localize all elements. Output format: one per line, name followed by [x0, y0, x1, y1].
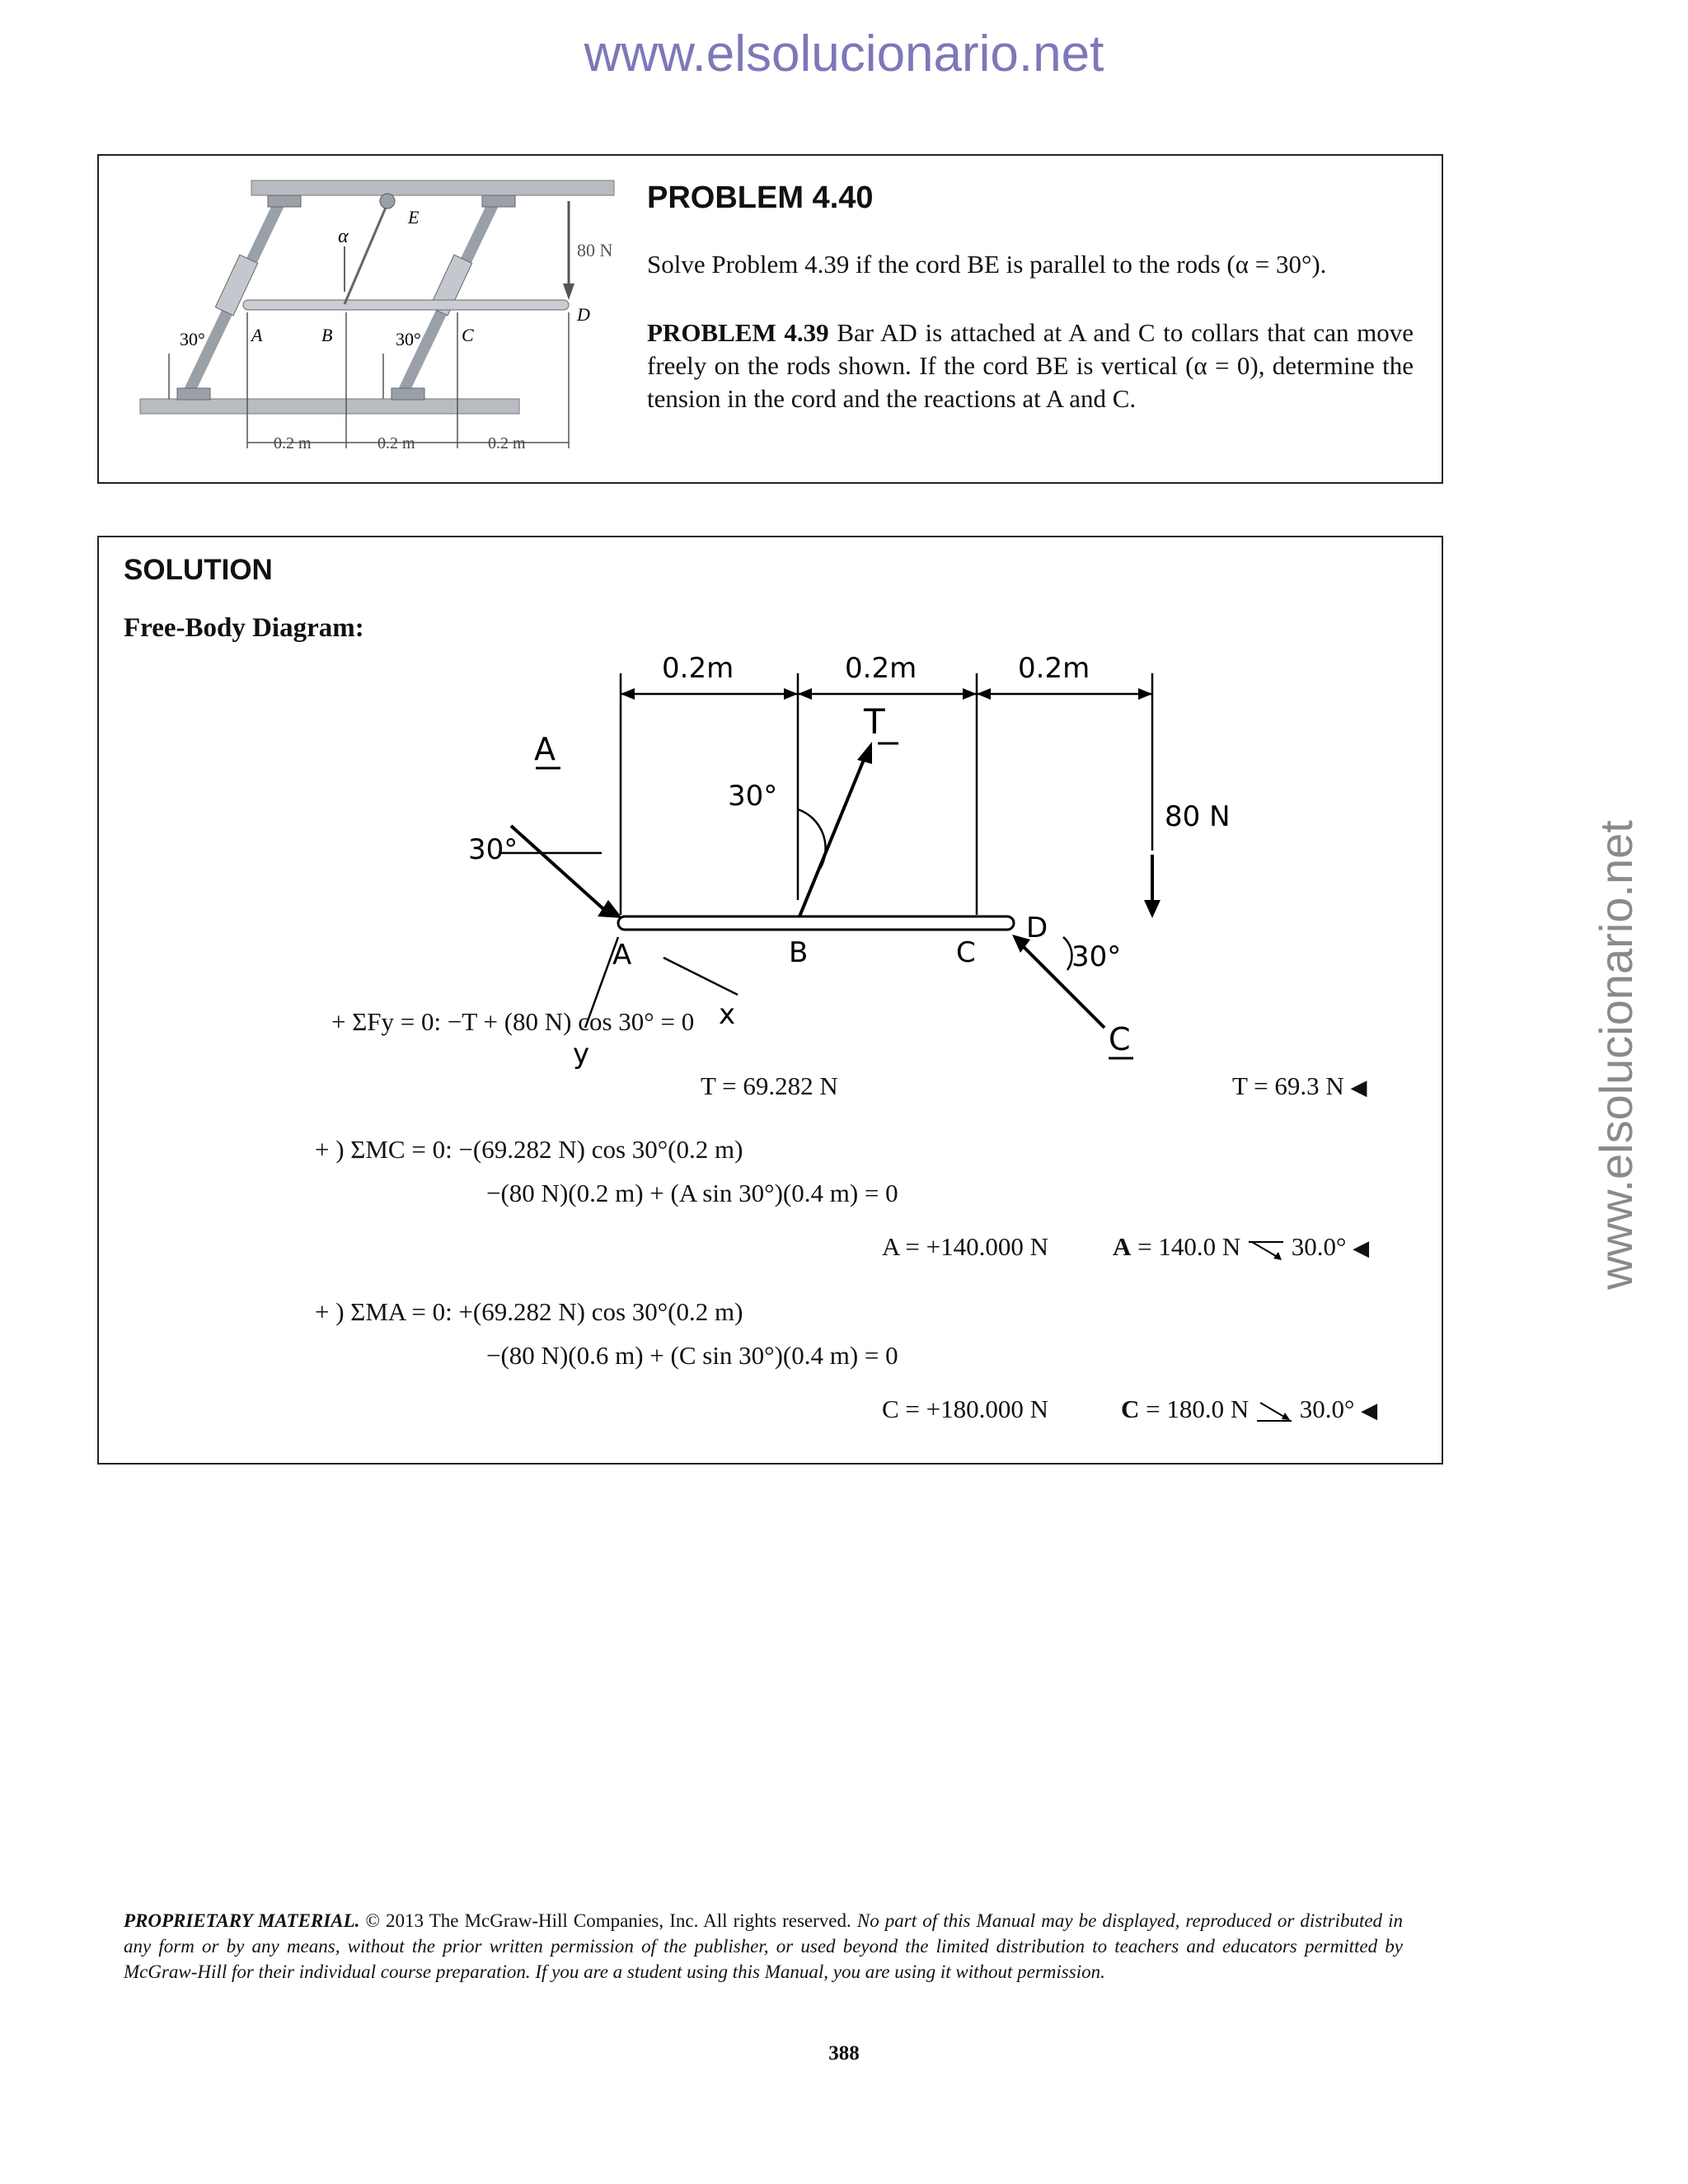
eq3-answer-value: = 180.0 N: [1146, 1394, 1250, 1423]
label-a: A: [251, 325, 263, 345]
fbd-label-b: B: [789, 936, 809, 969]
problem-figure: [115, 164, 618, 477]
label-c: C: [462, 325, 474, 345]
answer-marker: ◀: [1353, 1236, 1370, 1261]
fbd-label-d: D: [1026, 912, 1048, 944]
answer-marker: ◀: [1350, 1076, 1367, 1100]
angle-arrow-icon: [1247, 1237, 1285, 1262]
fbd-angle-c: 30°: [1071, 940, 1122, 973]
free-body-diagram: [346, 653, 1253, 1114]
eq2-answer: [1113, 1232, 1369, 1262]
eq2-answer-angle: 30.0°: [1291, 1232, 1347, 1261]
footer-italic: No part of this Manual may be displayed, reproduced or distributed in any form or by any means, without the prior written permission of the publisher, or used beyond the limited distribution to teachers and educators permitted by McGraw-Hill for their individual course preparation. If you are a student using this Manual, you are using it without permission.: [124, 1910, 1404, 1982]
eq3-answer-label: C: [1121, 1394, 1140, 1423]
eq1-answer: [1232, 1071, 1367, 1101]
footer-bold: PROPRIETARY MATERIAL.: [124, 1910, 360, 1931]
label-alpha: α: [338, 226, 349, 247]
problem-ref: [647, 316, 1414, 415]
fbd-angle-t: 30°: [728, 780, 778, 813]
footer-notice: [124, 1908, 1403, 1985]
label-d: D: [577, 304, 590, 325]
fbd-x-axis: [663, 958, 738, 995]
eq3-result: C = +180.000 N: [882, 1394, 1049, 1423]
fbd-label-y: y: [573, 1038, 590, 1071]
watermark-side: www.elsolucionario.net: [1590, 820, 1642, 1290]
fbd-label-load: 80 N: [1165, 800, 1231, 833]
eq3-line2: −(80 N)(0.6 m) + (C sin 30°)(0.4 m) = 0: [486, 1341, 898, 1370]
fbd-angle-a: 30°: [468, 833, 518, 866]
eq2-line1: + ) ΣMC = 0: −(69.282 N) cos 30°(0.2 m): [315, 1135, 743, 1164]
fbd-label-force-a: A: [534, 731, 556, 767]
problem-ref-text: Bar AD is attached at A and C to collars that can move freely on the rods shown. If the cord BE is vertical (α = 0), determine the tension in the cord and the reactions at A and C.: [647, 318, 1414, 413]
label-load: 80 N: [577, 240, 613, 260]
eq1: + ΣFy = 0: −T + (80 N) cos 30° = 0: [331, 1007, 695, 1036]
problem-ref-title: PROBLEM 4.39: [647, 318, 829, 347]
fbd-dim-3: 0.2m: [1018, 653, 1090, 685]
watermark-top: www.elsolucionario.net: [584, 26, 1104, 82]
fbd-dim-2: 0.2m: [845, 653, 917, 685]
problem-statement: Solve Problem 4.39 if the cord BE is parallel to the rods (α = 30°).: [647, 250, 1327, 279]
footer-normal: © 2013 The McGraw-Hill Companies, Inc. All rights reserved.: [365, 1910, 851, 1931]
fbd-label-t: T: [864, 701, 885, 742]
solution-box: [97, 536, 1443, 1465]
eq3-answer-angle: 30.0°: [1299, 1394, 1355, 1423]
eq2-answer-label: A: [1113, 1232, 1132, 1261]
fbd-bar: [618, 916, 1014, 930]
eq2-line2: −(80 N)(0.2 m) + (A sin 30°)(0.4 m) = 0: [486, 1179, 898, 1207]
angle-arrow-icon: [1255, 1399, 1293, 1424]
eq3-answer: [1121, 1394, 1377, 1424]
solution-title: SOLUTION: [124, 554, 273, 586]
answer-marker: ◀: [1361, 1399, 1378, 1423]
fbd-label-force-c: C: [1109, 1021, 1131, 1057]
fbd-label: Free-Body Diagram:: [124, 613, 364, 643]
ceiling: [251, 180, 614, 195]
problem-box: [97, 154, 1443, 484]
fbd-label-a: A: [612, 939, 632, 972]
label-angle-c: 30°: [396, 329, 421, 349]
problem-title: PROBLEM 4.40: [647, 180, 874, 215]
fbd-label-x: x: [719, 998, 736, 1031]
fbd-label-c: C: [956, 936, 976, 969]
ground: [140, 399, 519, 414]
eq2-result: A = +140.000 N: [882, 1232, 1049, 1261]
eq1-result: T = 69.282 N: [701, 1071, 838, 1100]
label-b: B: [321, 325, 333, 345]
eq3-line1: + ) ΣMA = 0: +(69.282 N) cos 30°(0.2 m): [315, 1297, 743, 1326]
fbd-force-a: [511, 826, 610, 915]
eq1-answer-text: T = 69.3 N: [1232, 1071, 1344, 1100]
fbd-dim-1: 0.2m: [662, 653, 734, 685]
dim-2: 0.2 m: [377, 434, 415, 452]
cord-be: [345, 204, 387, 304]
bar-ad: [243, 300, 569, 310]
dim-1: 0.2 m: [274, 434, 312, 452]
label-angle-a: 30°: [180, 329, 205, 349]
fbd-force-t: [799, 756, 865, 916]
eq2-answer-value: = 140.0 N: [1137, 1232, 1241, 1261]
label-e: E: [408, 207, 420, 227]
dim-3: 0.2 m: [488, 434, 526, 452]
page-number: 388: [828, 2042, 860, 2064]
